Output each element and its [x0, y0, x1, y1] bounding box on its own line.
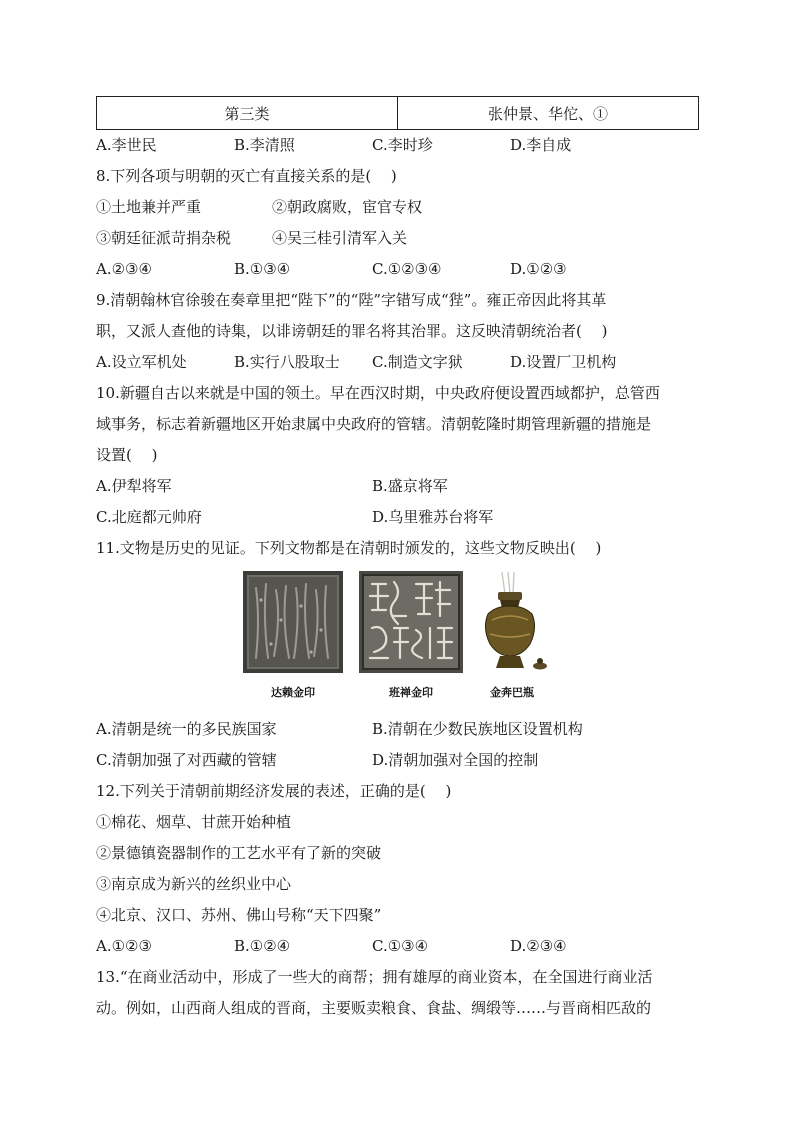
option-d[interactable]: D.清朝加强对全国的控制: [372, 751, 539, 769]
panchen-seal-image: [358, 570, 464, 674]
option-a[interactable]: A.②③④: [96, 260, 152, 278]
q9-options: [96, 347, 700, 378]
option-c[interactable]: C.清朝加强了对西藏的管辖: [96, 751, 277, 769]
q8-options: [96, 254, 700, 285]
q12-item: ①棉花、烟草、甘蔗开始种植: [96, 813, 292, 831]
q12-stem: 12.下列关于清朝前期经济发展的表述，正确的是( ): [96, 782, 452, 800]
figure-caption: 达赖金印: [271, 686, 315, 699]
option-a[interactable]: A.伊犁将军: [96, 477, 172, 495]
option-b[interactable]: B.实行八股取士: [234, 353, 340, 371]
option-b[interactable]: B.①②④: [234, 937, 291, 955]
figure-caption: 班禅金印: [389, 686, 433, 699]
option-d[interactable]: D.设置厂卫机构: [510, 353, 617, 371]
option-d[interactable]: D.②③④: [510, 937, 567, 955]
option-c[interactable]: C.北庭都元帅府: [96, 508, 202, 526]
q12-item: ④北京、汉口、苏州、佛山号称“天下四聚”: [96, 906, 382, 924]
option-d[interactable]: D.①②③: [510, 260, 567, 278]
option-b[interactable]: B.盛京将军: [372, 477, 448, 495]
dalai-seal-image: [242, 570, 344, 674]
q10-stem-line: 域事务，标志着新疆地区开始隶属中央政府的管辖。清朝乾隆时期管理新疆的措施是: [96, 415, 652, 433]
q10-options-row: [96, 471, 700, 502]
option-a[interactable]: A.设立军机处: [96, 353, 187, 371]
golden-urn-image: [472, 570, 552, 674]
q11-options-row: [96, 714, 700, 745]
exam-page: [96, 96, 700, 1024]
q10-stem-line: 设置( ): [96, 446, 158, 464]
option-c[interactable]: C.制造文字狱: [372, 353, 463, 371]
q12-item: ③南京成为新兴的丝织业中心: [96, 875, 292, 893]
q10-stem-line: 10.新疆自古以来就是中国的领土。早在西汉时期，中央政府便设置西域都护，总管西: [96, 384, 660, 402]
q11-options-row: [96, 745, 700, 776]
q8-items-row: [96, 192, 700, 223]
q11-stem: 11.文物是历史的见证。下列文物都是在清朝时颁发的，这些文物反映出( ): [96, 539, 602, 557]
q8-item: ②朝政腐败，宦官专权: [272, 198, 423, 216]
q8-item: ③朝廷征派苛捐杂税: [96, 229, 232, 247]
q8-item: ④吴三桂引清军入关: [272, 229, 408, 247]
option-c[interactable]: C.①②③④: [372, 260, 442, 278]
q8-item: ①土地兼并严重: [96, 198, 202, 216]
option-b[interactable]: B.清朝在少数民族地区设置机构: [372, 720, 583, 738]
q7-options: [96, 130, 700, 161]
option-c[interactable]: C.李时珍: [372, 136, 433, 154]
option-b[interactable]: B.李清照: [234, 136, 295, 154]
category-table: [96, 96, 699, 130]
dalai-seal-figure: [242, 570, 344, 700]
q8-stem: 8.下列各项与明朝的灭亡有直接关系的是( ): [96, 167, 397, 185]
q8-items-row: [96, 223, 700, 254]
option-a[interactable]: A.①②③: [96, 937, 152, 955]
option-d[interactable]: D.李自成: [510, 136, 572, 154]
q13-stem-line: 13.“在商业活动中，形成了一些大的商帮；拥有雄厚的商业资本，在全国进行商业活: [96, 968, 653, 986]
q12-item: ②景德镇瓷器制作的工艺水平有了新的突破: [96, 844, 382, 862]
option-b[interactable]: B.①③④: [234, 260, 291, 278]
panchen-seal-figure: [358, 570, 464, 700]
q10-options-row: [96, 502, 700, 533]
q12-options: [96, 931, 700, 962]
option-c[interactable]: C.①③④: [372, 937, 429, 955]
option-d[interactable]: D.乌里雅苏台将军: [372, 508, 494, 526]
table-cell: 张仲景、华佗、①: [398, 97, 699, 130]
figure-caption: 金奔巴瓶: [490, 686, 534, 699]
q9-stem-line: 职，又派人查他的诗集，以诽谤朝廷的罪名将其治罪。这反映清朝统治者( ): [96, 322, 608, 340]
table-cell: 第三类: [97, 97, 398, 130]
q13-stem-line: 动。例如，山西商人组成的晋商，主要贩卖粮食、食盐、绸缎等……与晋商相匹敌的: [96, 999, 652, 1017]
artifact-figures: [96, 564, 700, 714]
option-a[interactable]: A.李世民: [96, 136, 157, 154]
q9-stem-line: 9.清朝翰林官徐骏在奏章里把“陛下”的“陛”字错写成“狴”。雍正帝因此将其革: [96, 291, 607, 309]
option-a[interactable]: A.清朝是统一的多民族国家: [96, 720, 277, 738]
table-row: [97, 97, 699, 130]
golden-urn-figure: [472, 570, 552, 700]
